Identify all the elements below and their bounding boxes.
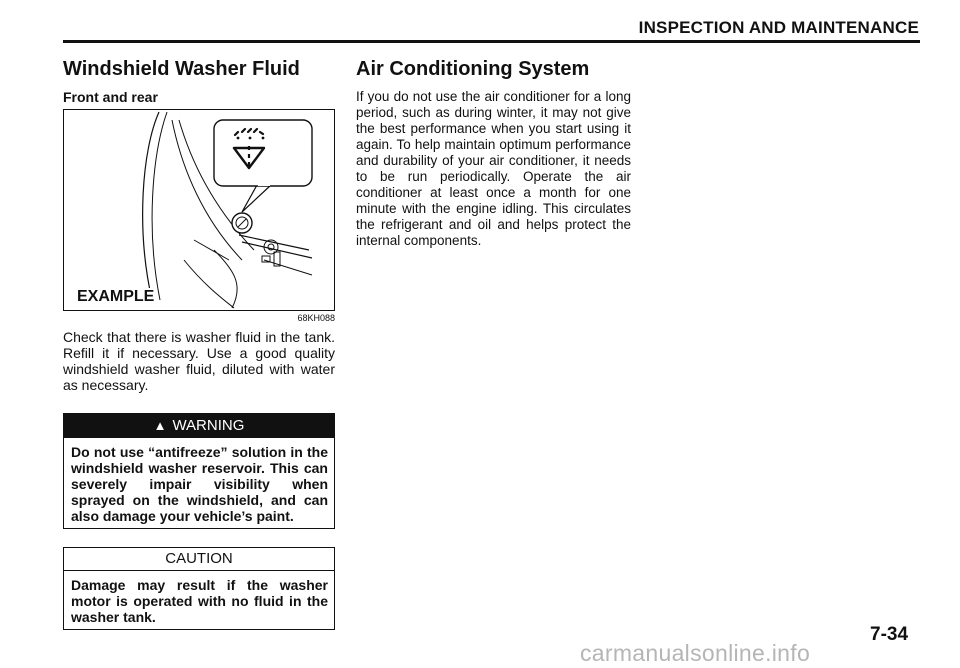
warning-text: Do not use “antifreeze” solution in the windshield washer reservoir. This can severely impair visibility when sprayed on the windshield, and can also damage your vehicle’s paint. — [71, 444, 328, 524]
washer-fluid-heading: Windshield Washer Fluid — [63, 58, 300, 80]
warning-header — [64, 414, 334, 438]
air-conditioning-text: If you do not use the air conditioner for a long period, such as during winter, it may not give the best performance when you start using it again. To help maintain optimum performance and durability of your air conditioner, it needs to be run periodically. Operate the air conditioner at least once a month for one minute with the engine idling. This circulates the refrigerant and oil and helps protect the internal components. — [356, 89, 631, 248]
warning-triangle-icon: ▲ — [153, 418, 167, 433]
page-number: 7-34 — [870, 624, 909, 645]
caution-box — [63, 547, 335, 630]
caution-text: Damage may result if the washer motor is operated with no fluid in the washer tank. — [71, 577, 328, 625]
air-conditioning-heading: Air Conditioning System — [356, 58, 590, 80]
figure-example-label: EXAMPLE — [77, 288, 155, 305]
right-column — [356, 58, 631, 249]
washer-reservoir-illustration — [64, 110, 334, 310]
caution-title: CAUTION — [64, 548, 334, 571]
front-rear-subheading: Front and rear — [63, 89, 158, 105]
watermark-text: carmanualsonline.info — [580, 640, 811, 666]
warning-box — [63, 413, 335, 529]
section-header: INSPECTION AND MAINTENANCE — [638, 18, 919, 37]
washer-fluid-instructions: Check that there is washer fluid in the tank. Refill it if necessary. Use a good quality windshield washer fluid, diluted with water as necessary. — [63, 329, 335, 393]
figure-code: 68KH088 — [297, 313, 335, 323]
washer-reservoir-figure — [63, 109, 335, 311]
warning-title: WARNING — [172, 417, 245, 434]
left-column — [63, 58, 335, 630]
header-rule — [63, 40, 920, 43]
